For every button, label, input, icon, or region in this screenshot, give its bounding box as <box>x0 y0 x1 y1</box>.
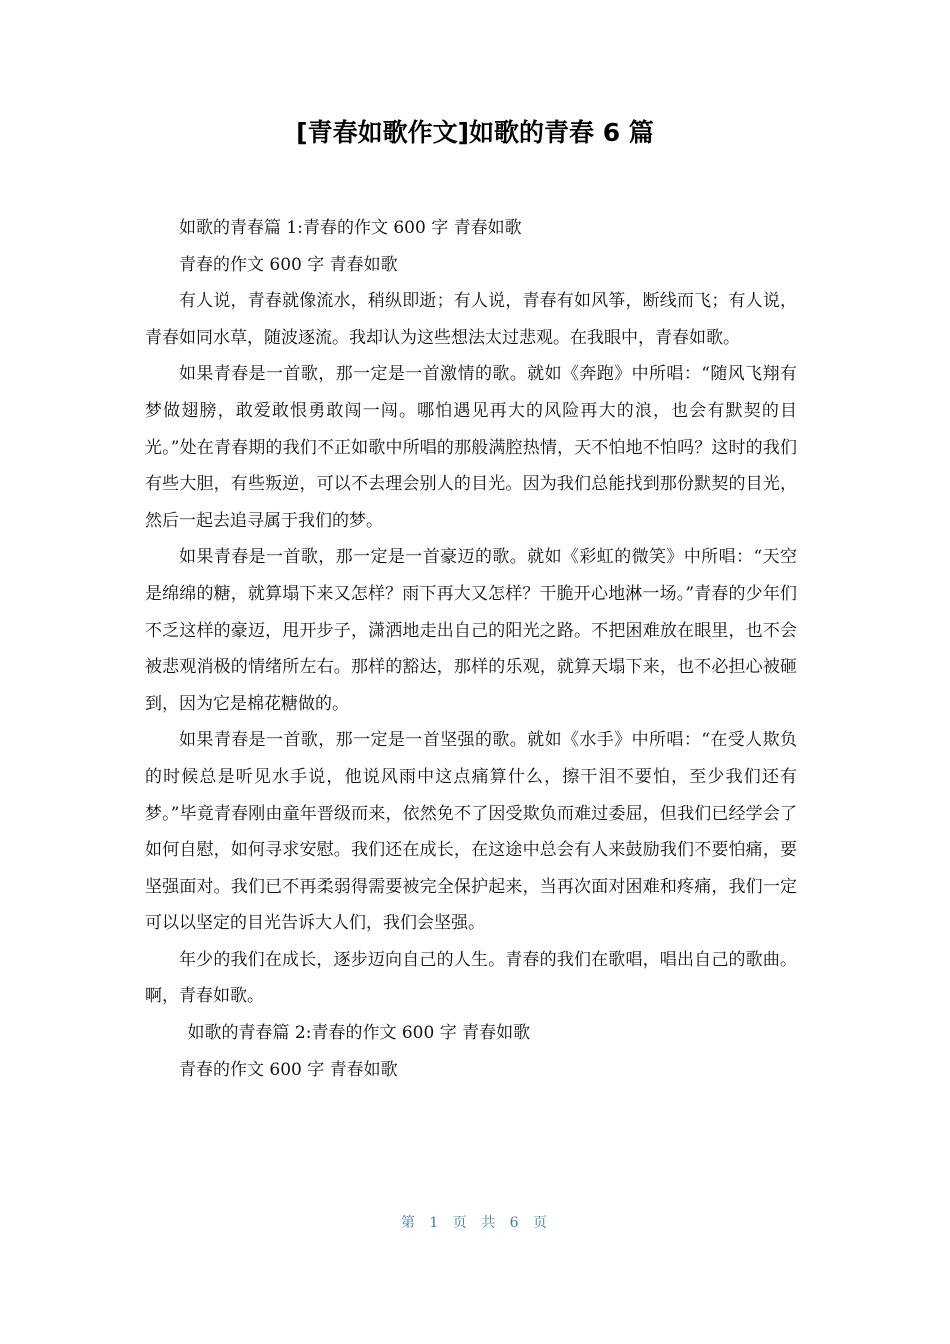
paragraph: 年少的我们在成长，逐步迈向自己的人生。青春的我们在歌唱，唱出自己的歌曲。啊，青春如歌。 <box>145 949 797 1007</box>
paragraph: 如果青春是一首歌，那一定是一首坚强的歌。就如《水手》中所唱：“在受人欺负的时候总是听见水手说，他说风雨中这点痛算什么，擦干泪不要怕，至少我们还有梦。”毕竟青春刚由童年晋级而来，依然免不了因受欺负而难过委屈，但我们已经学会了如何自慰，如何寻求安慰。我们还在成长，在这途中总会有人来鼓励我们不要怕痛，要坚强面对。我们已不再柔弱得需要被完全保护起来，当再次面对困难和疼痛，我们一定可以以坚定的目光告诉大人们，我们会坚强。 <box>145 730 797 934</box>
section-heading-1: 如歌的青春篇 1:青春的作文 600 字 青春如歌 <box>179 218 522 238</box>
paragraph: 有人说，青春就像流水，稍纵即逝；有人说，青春有如风筝，断线而飞；有人说，青春如同水草，随波逐流。我却认为这些想法太过悲观。在我眼中，青春如歌。 <box>145 291 797 348</box>
document-title: [青春如歌作文]如歌的青春 6 篇 <box>296 118 654 147</box>
section-heading-2: 如歌的青春篇 2:青春的作文 600 字 青春如歌 <box>187 1023 531 1044</box>
section-subtitle-2: 青春的作文 600 字 青春如歌 <box>179 1059 398 1080</box>
page-number-footer: 第 1 页 共 6 页 <box>400 1215 550 1231</box>
paragraph: 如果青春是一首歌，那一定是一首豪迈的歌。就如《彩虹的微笑》中所唱：“天空是绵绵的糖，就算塌下来又怎样？雨下再大又怎样？干脆开心地淋一场。”青春的少年们不乏这样的豪迈，甩开步子，潇洒地走出自己的阳光之路。不把困难放在眼里，也不会被悲观消极的情绪所左右。那样的豁达，那样的乐观，就算天塌下来，也不必担心被砸到，因为它是棉花糖做的。 <box>145 547 797 714</box>
section-subtitle-1: 青春的作文 600 字 青春如歌 <box>179 254 398 275</box>
paragraph: 如果青春是一首歌，那一定是一首激情的歌。就如《奔跑》中所唱：“随风飞翔有梦做翅膀，敢爱敢恨勇敢闯一闯。哪怕遇见再大的风险再大的浪，也会有默契的目光。”处在青春期的我们不正如歌中所唱的那般满腔热情，天不怕地不怕吗？这时的我们有些大胆，有些叛逆，可以不去理会别人的目光。因为我们总能找到那份默契的目光，然后一起去追寻属于我们的梦。 <box>145 364 797 531</box>
document-body <box>145 210 797 1088</box>
